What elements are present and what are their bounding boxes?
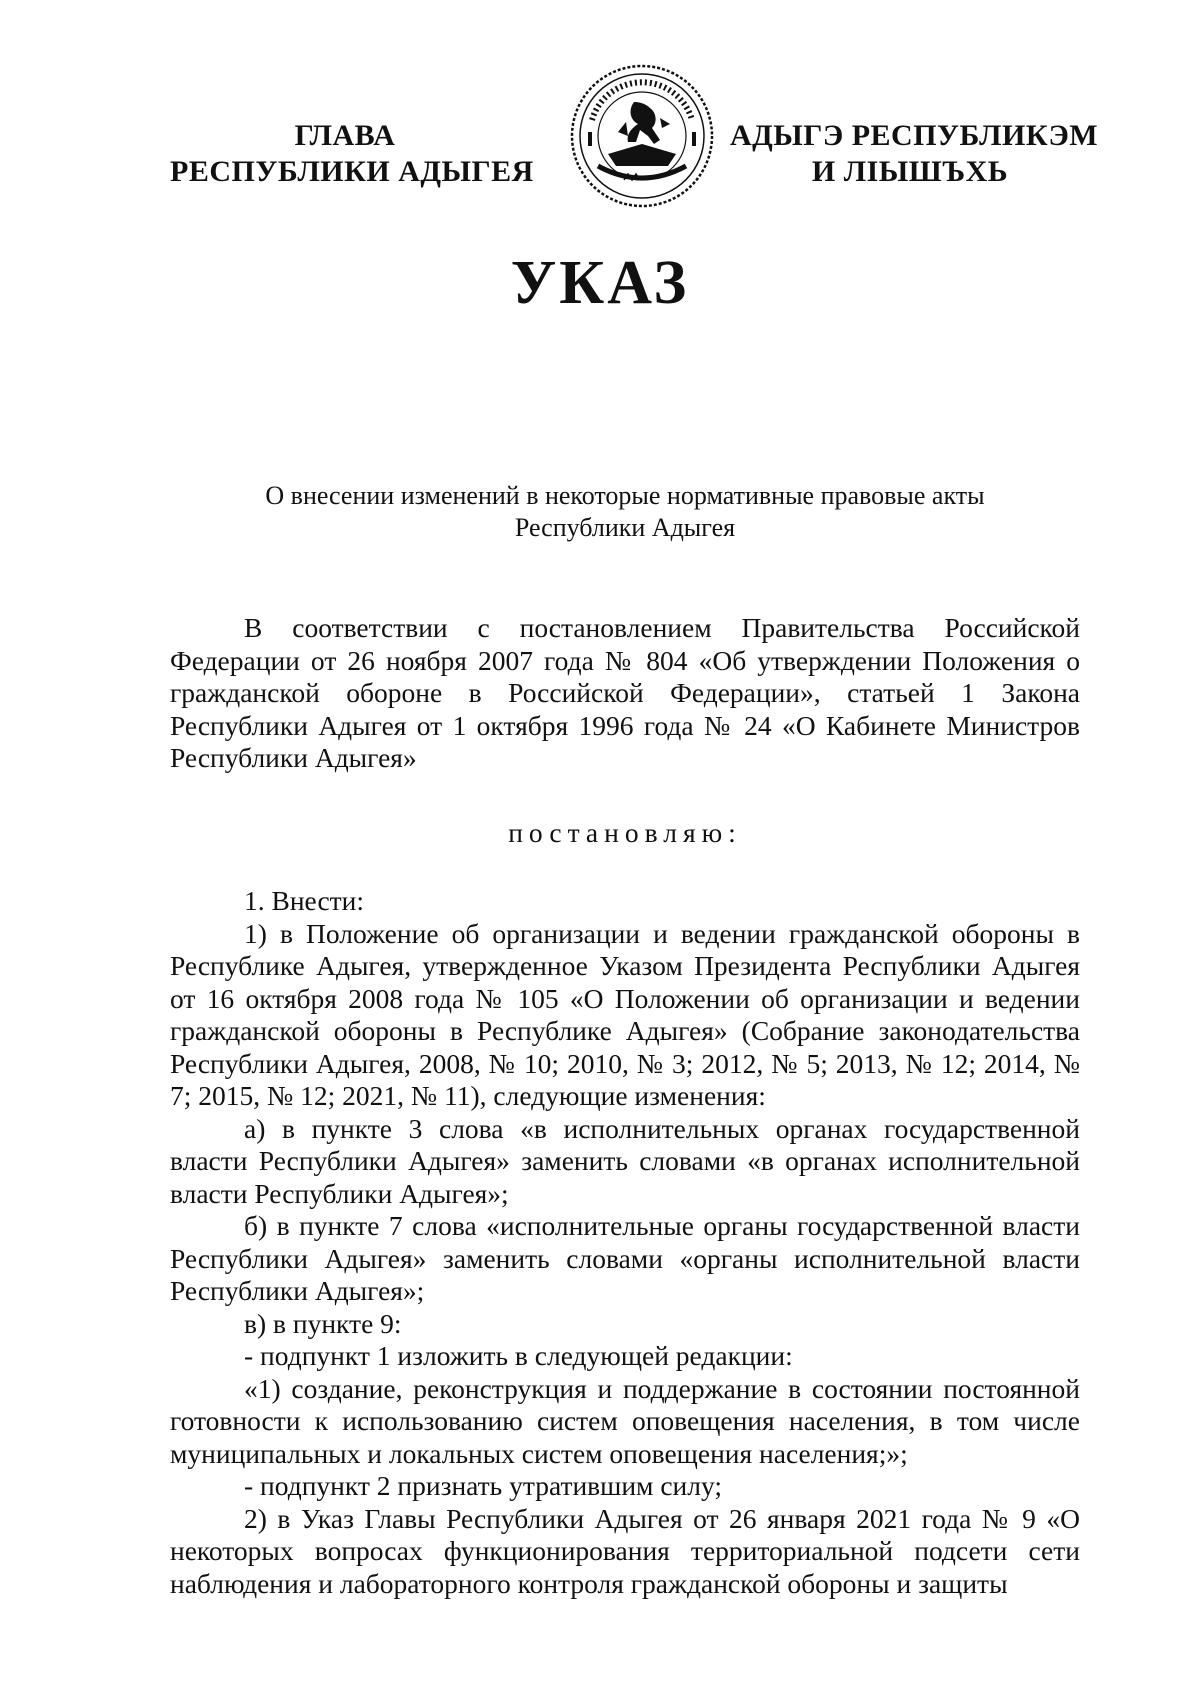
header-left [170, 118, 534, 190]
coat-of-arms-emblem-icon [568, 62, 716, 210]
paragraph-1-1: 1) в Положение об организации и ведении гражданской обороны в Республике Адыгея, утвержденное Указом Президента Республики Адыгея от 16 октября 2008 года № 105 «О Положении об организации и ведении гражданской обороны в Республике Адыгея» (Собрание законодательства Республики Адыгея, 2008, № 10; 2010, № 3; 2012, № 5; 2013, № 12; 2014, № 7; 2015, № 12; 2021, № 11), следующие изменения: [170, 917, 1080, 1111]
decree-word: постановляю: [508, 816, 742, 848]
paragraph-subpoint-2: - подпункт 2 признать утратившим силу; [244, 1470, 723, 1501]
paragraph-1-2: 2) в Указ Главы Республики Адыгея от 26 января 2021 года № 9 «О некоторых вопросах функционирования территориальной подсети сети наблюдения и лабораторного контроля гражданской обороны и защиты [170, 1502, 1080, 1599]
document-body [170, 612, 1080, 1600]
paragraph-1-1-a: а) в пункте 3 слова «в исполнительных органах государственной власти Республики Адыгея» заменить словами «в органах исполнительной власти Республики Адыгея»; [170, 1112, 1080, 1209]
paragraph-1-1-b: б) в пункте 7 слова «исполнительные органы государственной власти Республики Адыгея» заменить словами «органы исполнительной власти Республики Адыгея»; [170, 1210, 1080, 1306]
paragraph-1: 1. Внести: [244, 885, 365, 916]
document-type-heading: УКАЗ [510, 249, 690, 317]
document-title [170, 480, 1080, 544]
header-right-line2: И ЛІЫШЪХЬ [811, 155, 1009, 188]
paragraph-subpoint-1: - подпункт 1 изложить в следующей редакции: [244, 1340, 793, 1371]
header-right-line1: АДЫГЭ РЕСПУБЛИКЭМ [730, 119, 1099, 152]
document-title-line2: Республики Адыгея [514, 513, 736, 542]
document-title-line1: О внесении изменений в некоторые нормативные правовые акты [265, 481, 985, 510]
header-left-line2: РЕСПУБЛИКИ АДЫГЕЯ [170, 155, 534, 188]
header-right [730, 118, 1099, 190]
paragraph-subpoint-1-text: «1) создание, реконструкция и поддержание в состоянии постоянной готовности к использованию систем оповещения населения, в том числе муниципальных и локальных систем оповещения населения;»; [170, 1372, 1080, 1469]
paragraph-1-1-v: в) в пункте 9: [244, 1307, 402, 1339]
preamble-paragraph: В соответствии с постановлением Правительства Российской Федерации от 26 ноября 2007 года № 804 «Об утверждении Положения о гражданской обороне в Российской Федерации», статьей 1 Закона Республики Адыгея от 1 октября 1996 года № 24 «О Кабинете Министров Республики Адыгея» [170, 612, 1080, 773]
header-left-line1: ГЛАВА [294, 119, 396, 152]
